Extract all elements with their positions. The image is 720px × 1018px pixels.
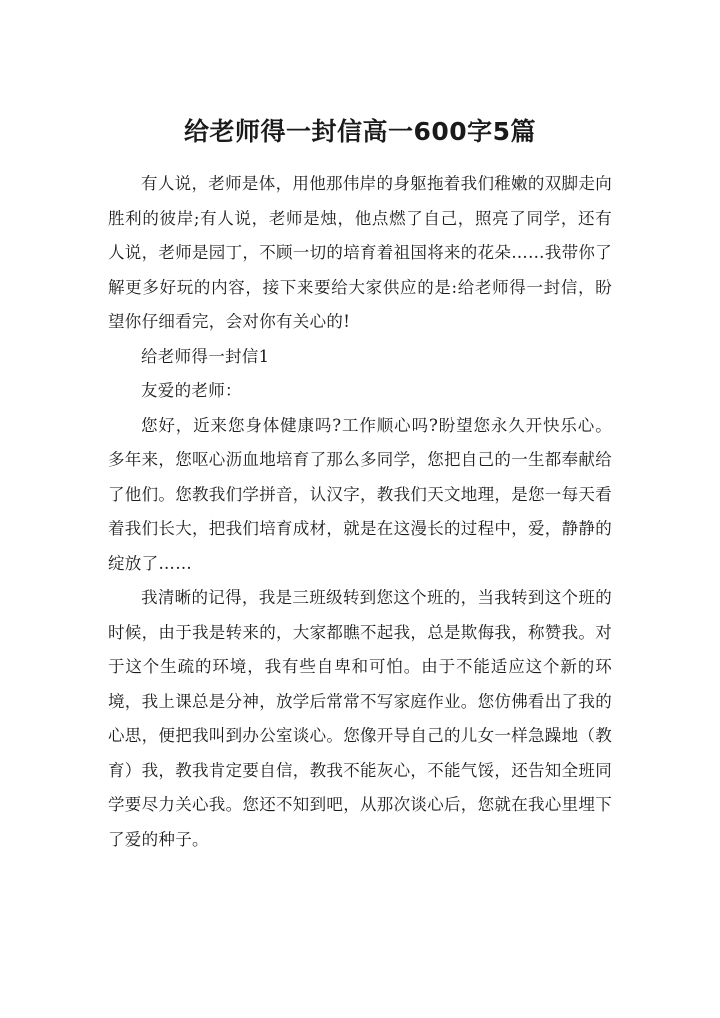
body-paragraph: 我清晰的记得，我是三班级转到您这个班的，当我转到这个班的时候，由于我是转来的，大家都瞧不起我，总是欺侮我，称赞我。对于这个生疏的环境，我有些自卑和可怕。由于不能适应这个新的环境，我上课总是分神，放学后常常不写家庭作业。您仿佛看出了我的心思，便把我叫到办公室谈心。您像开导自己的儿女一样急躁地（教育）我，教我肯定要自信，教我不能灰心，不能气馁，还告知全班同学要尽力关心我。您还不知到吧，从那次谈心后，您就在我心里埋下了爱的种子。 xyxy=(108,588,612,849)
intro-paragraph: 有人说，老师是体，用他那伟岸的身躯拖着我们稚嫩的双脚走向胜利的彼岸;有人说，老师是烛，他点燃了自己，照亮了同学，还有人说，老师是园丁，不顾一切的培育着祖国将来的花朵……我带你了解更多好玩的内容，接下来要给大家供应的是:给老师得一封信，盼望你仔细看完，会对你有关心的! xyxy=(108,174,612,331)
document-body xyxy=(108,167,612,857)
body-paragraph: 您好，近来您身体健康吗?工作顺心吗?盼望您永久开快乐心。多年来，您呕心沥血地培育了那么多同学，您把自己的一生都奉献给了他们。您教我们学拼音，认汉字，教我们天文地理，是您一每天看着我们长大，把我们培育成材，就是在这漫长的过程中，爱，静静的绽放了…… xyxy=(108,415,612,573)
document-title: 给老师得一封信高一600字5篇 xyxy=(183,117,537,146)
letter-salutation: 友爱的老师： xyxy=(141,381,242,400)
letter-heading: 给老师得一封信1 xyxy=(141,346,270,366)
